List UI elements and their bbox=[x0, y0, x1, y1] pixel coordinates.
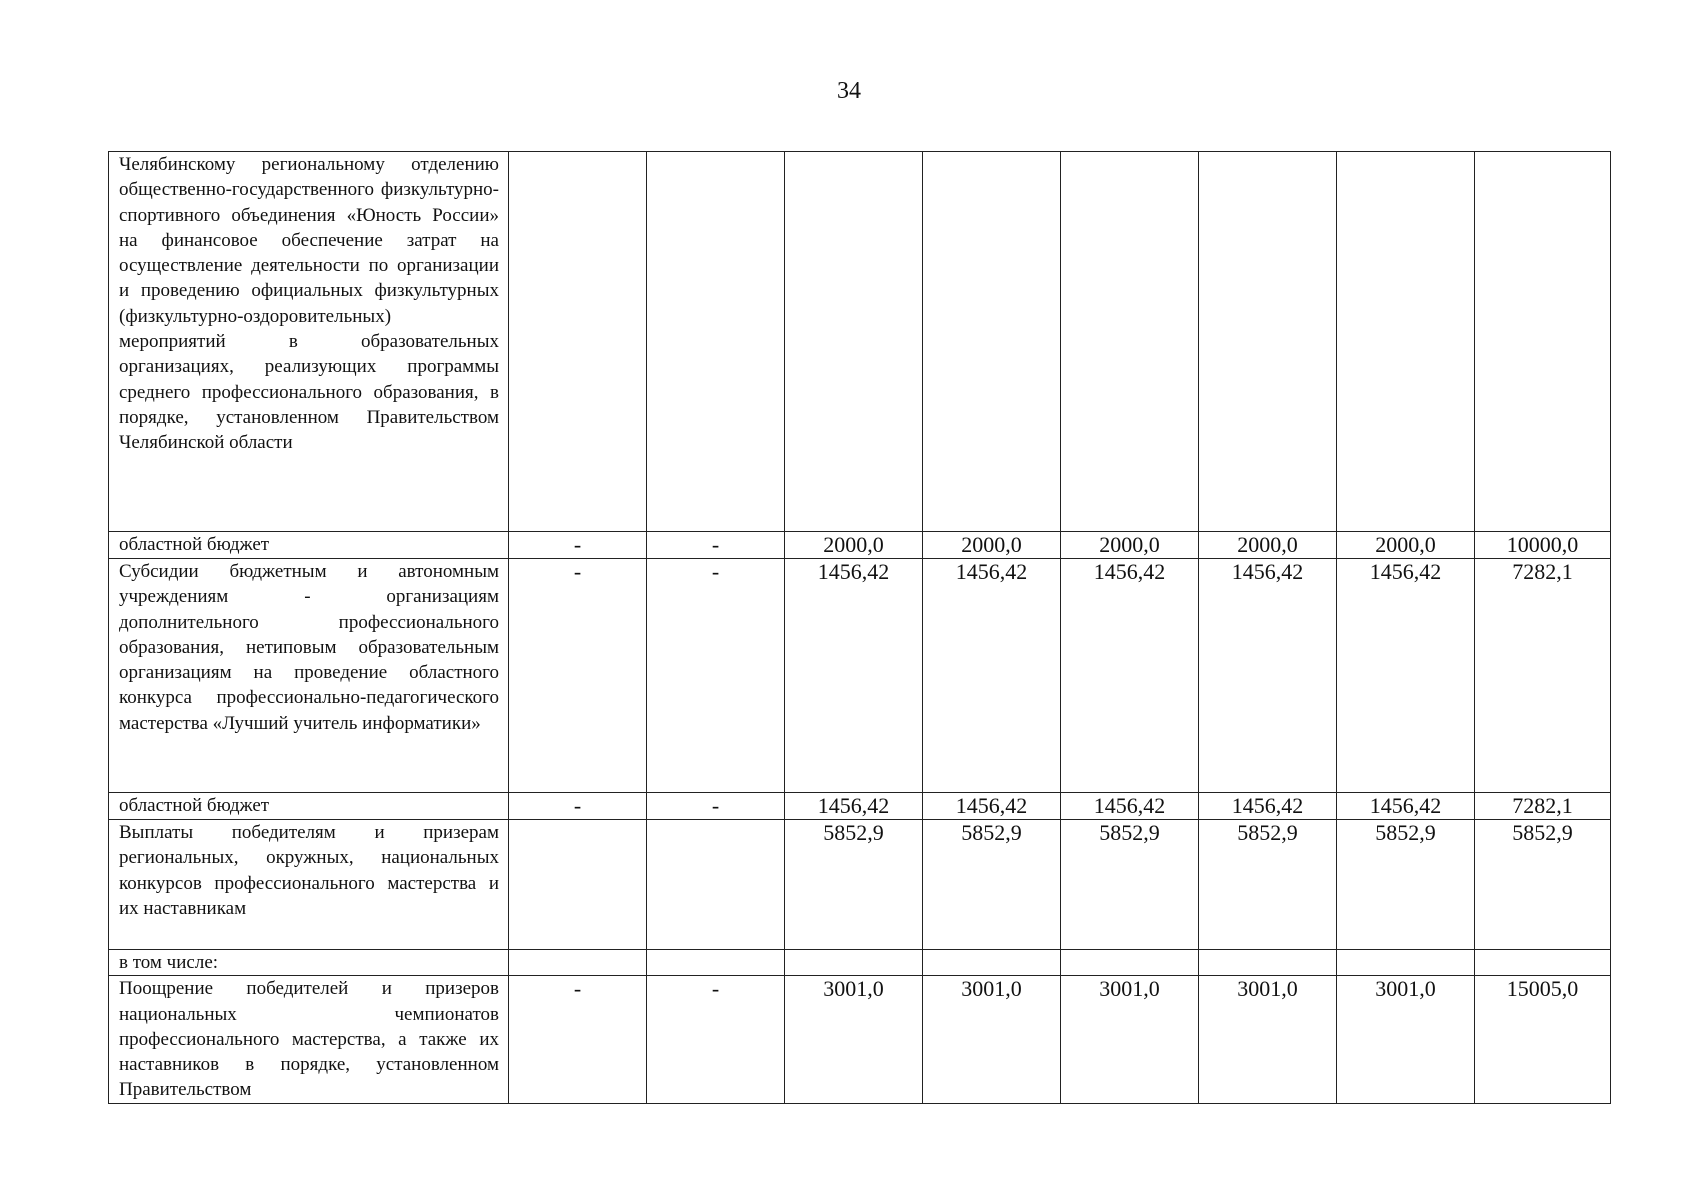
table-row bbox=[109, 976, 1611, 1103]
value-cell: - bbox=[509, 976, 647, 1103]
budget-table bbox=[108, 151, 1611, 1104]
value-cell bbox=[1199, 950, 1337, 976]
value-cell bbox=[509, 820, 647, 950]
value-cell: 15005,0 bbox=[1475, 976, 1611, 1103]
value-cell bbox=[1199, 152, 1337, 532]
value-cell bbox=[1337, 950, 1475, 976]
table-row bbox=[109, 820, 1611, 950]
value-cell: 7282,1 bbox=[1475, 793, 1611, 820]
row-description: Поощрение победителей и призеров национальных чемпионатов профессионального мастерства, а также их наставников в порядке, установленном Правительством bbox=[109, 976, 509, 1103]
value-cell bbox=[509, 152, 647, 532]
value-cell: - bbox=[509, 532, 647, 559]
value-cell bbox=[1475, 152, 1611, 532]
value-cell: 10000,0 bbox=[1475, 532, 1611, 559]
value-cell: 2000,0 bbox=[1061, 532, 1199, 559]
value-cell: 1456,42 bbox=[1199, 793, 1337, 820]
value-cell: - bbox=[647, 559, 785, 793]
row-description: в том числе: bbox=[109, 950, 509, 976]
value-cell bbox=[923, 950, 1061, 976]
value-cell: 1456,42 bbox=[923, 559, 1061, 793]
value-cell: - bbox=[509, 559, 647, 793]
value-cell: 1456,42 bbox=[1337, 559, 1475, 793]
value-cell bbox=[923, 152, 1061, 532]
row-description: областной бюджет bbox=[109, 532, 509, 559]
value-cell bbox=[1061, 950, 1199, 976]
value-cell: 2000,0 bbox=[923, 532, 1061, 559]
value-cell bbox=[1475, 950, 1611, 976]
table-row bbox=[109, 532, 1611, 559]
value-cell: 5852,9 bbox=[1061, 820, 1199, 950]
row-description: Челябинскому региональному отделению общественно-государственного физкультурно-спортивного объединения «Юность России» на финансовое обеспечение затрат на осуществление деятельности по организации и проведению официальных физкультурных (физкультурно-оздоровительных) мероприятий в образовательных организациях, реализующих программы среднего профессионального образования, в порядке, установленном Правительством Челябинской области bbox=[109, 152, 509, 532]
value-cell: - bbox=[647, 532, 785, 559]
value-cell: 5852,9 bbox=[1475, 820, 1611, 950]
value-cell: 1456,42 bbox=[785, 559, 923, 793]
value-cell: 5852,9 bbox=[1199, 820, 1337, 950]
value-cell: 2000,0 bbox=[1199, 532, 1337, 559]
value-cell bbox=[647, 820, 785, 950]
value-cell bbox=[785, 152, 923, 532]
value-cell: 1456,42 bbox=[1061, 793, 1199, 820]
row-description: областной бюджет bbox=[109, 793, 509, 820]
table-row bbox=[109, 950, 1611, 976]
value-cell bbox=[647, 950, 785, 976]
value-cell: 2000,0 bbox=[1337, 532, 1475, 559]
value-cell: 3001,0 bbox=[785, 976, 923, 1103]
value-cell: - bbox=[647, 793, 785, 820]
value-cell: 5852,9 bbox=[785, 820, 923, 950]
value-cell: 1456,42 bbox=[923, 793, 1061, 820]
value-cell bbox=[647, 152, 785, 532]
row-description: Выплаты победителям и призерам региональных, окружных, национальных конкурсов профессионального мастерства и их наставникам bbox=[109, 820, 509, 950]
value-cell: 1456,42 bbox=[1337, 793, 1475, 820]
value-cell bbox=[785, 950, 923, 976]
value-cell: 5852,9 bbox=[1337, 820, 1475, 950]
table-row bbox=[109, 152, 1611, 532]
value-cell: 1456,42 bbox=[1061, 559, 1199, 793]
table-row bbox=[109, 559, 1611, 793]
value-cell: 5852,9 bbox=[923, 820, 1061, 950]
value-cell: 7282,1 bbox=[1475, 559, 1611, 793]
value-cell: - bbox=[647, 976, 785, 1103]
value-cell bbox=[1061, 152, 1199, 532]
value-cell bbox=[1337, 152, 1475, 532]
value-cell: 1456,42 bbox=[1199, 559, 1337, 793]
row-description: Субсидии бюджетным и автономным учреждениям - организациям дополнительного профессионального образования, нетиповым образовательным организациям на проведение областного конкурса профессионально-педагогического мастерства «Лучший учитель информатики» bbox=[109, 559, 509, 793]
page-number: 34 bbox=[837, 78, 861, 104]
value-cell bbox=[509, 950, 647, 976]
value-cell: 3001,0 bbox=[1061, 976, 1199, 1103]
table-row bbox=[109, 793, 1611, 820]
value-cell: 1456,42 bbox=[785, 793, 923, 820]
value-cell: 3001,0 bbox=[923, 976, 1061, 1103]
value-cell: - bbox=[509, 793, 647, 820]
value-cell: 2000,0 bbox=[785, 532, 923, 559]
value-cell: 3001,0 bbox=[1199, 976, 1337, 1103]
value-cell: 3001,0 bbox=[1337, 976, 1475, 1103]
